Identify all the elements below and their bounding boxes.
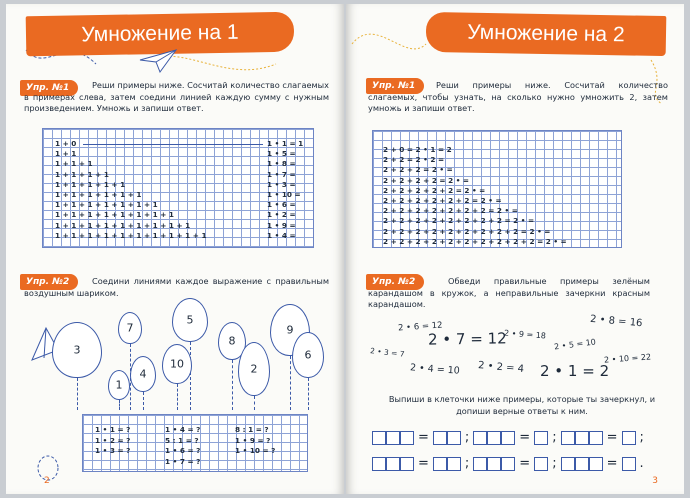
- balloon-string: [190, 342, 191, 410]
- equals-sign: =: [418, 430, 429, 445]
- sum-row[interactable]: 2 + 2 = 2 • 2 =: [383, 155, 445, 165]
- balloon[interactable]: [108, 370, 130, 400]
- answer-cell[interactable]: [589, 431, 603, 445]
- answer-cell[interactable]: [534, 431, 548, 445]
- answer-cell[interactable]: [400, 457, 414, 471]
- product-expression[interactable]: 1 • 10 =: [267, 190, 301, 199]
- sum-row[interactable]: 2 + 2 + 2 + 2 + 2 + 2 + 2 + 2 + 2 + 2 = 2 • =: [383, 236, 567, 246]
- balloon[interactable]: [162, 344, 192, 384]
- balloon[interactable]: [172, 298, 208, 342]
- answer-cell[interactable]: [473, 431, 487, 445]
- example-equation[interactable]: 2 • 8 = 16: [589, 313, 643, 330]
- balloon[interactable]: [52, 322, 102, 378]
- sum-row[interactable]: 2 + 2 + 2 + 2 + 2 + 2 + 2 = 2 • =: [383, 206, 518, 216]
- balloon-string: [143, 392, 144, 410]
- product-expression[interactable]: 1 • 9 =: [267, 220, 296, 230]
- page-title: Умножение на 2: [426, 12, 667, 56]
- equals-sign: =: [418, 456, 429, 471]
- product-expression[interactable]: 1 • 4 =: [267, 230, 296, 240]
- example-equation[interactable]: 2 • 10 = 22: [603, 352, 652, 365]
- balloon[interactable]: [130, 356, 156, 392]
- sum-expression: 1 + 1 + 1 + 1 + 1 + 1: [55, 190, 142, 199]
- sum-row[interactable]: 2 + 2 + 2 + 2 = 2 • =: [383, 175, 470, 185]
- exercise-text: Реши примеры ниже. Сосчитай количество слагаемых в примерах слева, затем соедини линией каждую сумму с нужным произведением. Умножь и запиши ответ.: [24, 80, 329, 113]
- answer-cell[interactable]: [589, 457, 603, 471]
- answer-cell[interactable]: [447, 431, 461, 445]
- separator: ;: [552, 456, 557, 471]
- book-spread: [6, 4, 684, 494]
- exercise-badge: Упр. №2: [20, 274, 78, 290]
- sum-expression: 1 + 1: [55, 149, 77, 159]
- product-expression[interactable]: 1 • 8 =: [267, 159, 296, 169]
- product-expression[interactable]: 1 • 5 =: [267, 149, 296, 159]
- sum-expression: 1 + 1 + 1 + 1: [55, 169, 109, 179]
- balloon-string: [308, 378, 309, 410]
- balloon-number: 1: [115, 378, 123, 392]
- sum-expression: 1 + 0: [55, 139, 77, 148]
- page-title: Умножение на 1: [26, 12, 295, 57]
- left-page: [6, 4, 344, 494]
- answer-row: [372, 430, 648, 445]
- equals-sign: =: [606, 430, 618, 445]
- balloon-number: 10: [170, 357, 184, 371]
- sum-row[interactable]: 2 + 2 + 2 + 2 + 2 + 2 + 2 + 2 + 2 = 2 • =: [383, 226, 551, 236]
- equals-sign: =: [606, 456, 618, 471]
- expression-item[interactable]: 5 : 1 = ?: [165, 435, 199, 445]
- product-expression[interactable]: 1 • 1 = 1: [267, 139, 304, 148]
- answer-cell[interactable]: [372, 457, 386, 471]
- exercise-text: Реши примеры ниже. Сосчитай количество слагаемых, чтобы узнать, на сколько нужно умножить 2, затем умножь и запиши ответ.: [368, 80, 668, 113]
- example-equation[interactable]: 2 • 7 = 12: [427, 329, 507, 349]
- expression-item[interactable]: 1 • 3 = ?: [95, 446, 131, 455]
- expression-item[interactable]: 1 • 7 = ?: [165, 456, 201, 466]
- balloon-string: [290, 356, 291, 410]
- page-number: 3: [652, 476, 658, 486]
- balloon-number: 7: [126, 321, 134, 335]
- sum-grid: [372, 130, 622, 248]
- separator: ;: [464, 430, 470, 445]
- instruction-text: Выпиши в клеточки ниже примеры, которые ты зачеркнул, и допиши верные ответы к ним.: [388, 394, 656, 416]
- right-page: [346, 4, 684, 494]
- separator: .: [639, 456, 644, 471]
- balloon[interactable]: [238, 342, 270, 396]
- sum-row[interactable]: 2 + 2 + 2 = 2 • =: [383, 165, 453, 175]
- sum-row[interactable]: 2 + 2 + 2 + 2 + 2 + 2 = 2 • =: [383, 196, 502, 205]
- answer-cell[interactable]: [622, 431, 636, 445]
- separator: ;: [464, 456, 470, 471]
- balloon-number: 5: [186, 313, 194, 327]
- exercise-text: Соедини линиями каждое выражение с правильным воздушным шариком.: [24, 276, 329, 298]
- balloon-number: 9: [286, 323, 294, 337]
- expression-grid: [82, 414, 308, 472]
- expression-item[interactable]: 1 • 10 = ?: [235, 446, 276, 455]
- paper-plane-icon: [138, 48, 178, 74]
- answer-cell[interactable]: [501, 457, 515, 471]
- example-equation[interactable]: 2 • 1 = 2: [540, 362, 610, 380]
- answer-cell[interactable]: [447, 457, 461, 471]
- example-equation[interactable]: 2 • 5 = 10: [553, 337, 597, 352]
- sum-row[interactable]: 2 + 0 = 2 • 1 = 2: [383, 145, 452, 154]
- sum-expression: 1 + 1 + 1 + 1 + 1 + 1 + 1: [55, 200, 158, 210]
- connector-line: [83, 144, 263, 145]
- answer-cell[interactable]: [433, 457, 447, 471]
- answer-cell[interactable]: [372, 431, 386, 445]
- answer-cell[interactable]: [386, 457, 400, 471]
- balloon-number: 6: [304, 348, 312, 362]
- product-expression[interactable]: 1 • 3 =: [267, 179, 296, 189]
- answer-cell[interactable]: [622, 457, 636, 471]
- answer-cell[interactable]: [487, 431, 501, 445]
- expression-item[interactable]: 1 • 2 = ?: [95, 435, 131, 445]
- sum-expression: 1 + 1 + 1 + 1 + 1: [55, 179, 126, 189]
- example-equation[interactable]: 2 • 2 = 4: [477, 360, 525, 375]
- balloon-number: 2: [250, 362, 258, 376]
- answer-cell[interactable]: [386, 431, 400, 445]
- example-equation[interactable]: 2 • 3 = 7: [369, 346, 405, 359]
- exercise-badge: Упр. №1: [366, 78, 424, 94]
- example-equation[interactable]: 2 • 6 = 12: [397, 320, 443, 334]
- answer-cell[interactable]: [473, 457, 487, 471]
- sum-expression: 1 + 1 + 1 + 1 + 1 + 1 + 1 + 1 + 1 + 1: [55, 230, 207, 240]
- sum-grid: [42, 128, 314, 248]
- answer-cell[interactable]: [501, 431, 515, 445]
- separator: ;: [639, 430, 644, 445]
- balloon[interactable]: [118, 312, 142, 344]
- expression-item[interactable]: 1 • 1 = ?: [95, 425, 131, 434]
- balloon-number: 4: [139, 367, 147, 381]
- answer-cell[interactable]: [400, 431, 414, 445]
- sum-row[interactable]: 2 + 2 + 2 + 2 + 2 = 2 • =: [383, 185, 486, 195]
- balloon[interactable]: [292, 332, 324, 378]
- exercise-badge: Упр. №2: [366, 274, 424, 290]
- answer-cell[interactable]: [575, 431, 589, 445]
- balloon-string: [232, 360, 233, 410]
- expression-item[interactable]: 8 : 1 = ?: [235, 425, 269, 434]
- answer-cell[interactable]: [575, 457, 589, 471]
- sum-expression: 1 + 1 + 1 + 1 + 1 + 1 + 1 + 1 + 1: [55, 220, 191, 230]
- sum-row[interactable]: 2 + 2 + 2 + 2 + 2 + 2 + 2 + 2 = 2 • =: [383, 216, 535, 226]
- answer-cell[interactable]: [487, 457, 501, 471]
- expression-item[interactable]: 1 • 6 = ?: [165, 446, 201, 455]
- answer-cell[interactable]: [534, 457, 548, 471]
- product-expression[interactable]: 1 • 6 =: [267, 200, 296, 210]
- answer-cell[interactable]: [561, 431, 575, 445]
- answer-cell[interactable]: [433, 431, 447, 445]
- example-equation[interactable]: 2 • 4 = 10: [409, 362, 461, 377]
- exercise-text: Обведи правильные примеры зелёным карандашом в кружок, а неправильные зачеркни красным карандашом.: [368, 276, 650, 309]
- balloon-string: [77, 378, 78, 410]
- product-expression[interactable]: 1 • 7 =: [267, 169, 296, 179]
- separator: ;: [552, 430, 557, 445]
- equals-sign: =: [519, 430, 531, 445]
- balloon-number: 3: [73, 343, 81, 357]
- answer-cell[interactable]: [561, 457, 575, 471]
- sum-expression: 1 + 1 + 1 + 1 + 1 + 1 + 1 + 1: [55, 210, 174, 220]
- exercise-badge: Упр. №1: [20, 80, 78, 96]
- product-expression[interactable]: 1 • 2 =: [267, 210, 296, 220]
- example-equation[interactable]: 2 • 9 = 18: [503, 328, 547, 341]
- sum-expression: 1 + 1 + 1: [55, 159, 93, 169]
- equals-sign: =: [519, 456, 531, 471]
- page-number: 2: [44, 476, 50, 486]
- expression-item[interactable]: 1 • 9 = ?: [235, 435, 271, 445]
- balloon-string: [119, 400, 120, 410]
- balloon-number: 8: [228, 334, 236, 348]
- expression-item[interactable]: 1 • 4 = ?: [165, 425, 201, 434]
- balloon-string: [177, 384, 178, 410]
- balloon-string: [254, 396, 255, 410]
- answer-row: [372, 456, 648, 471]
